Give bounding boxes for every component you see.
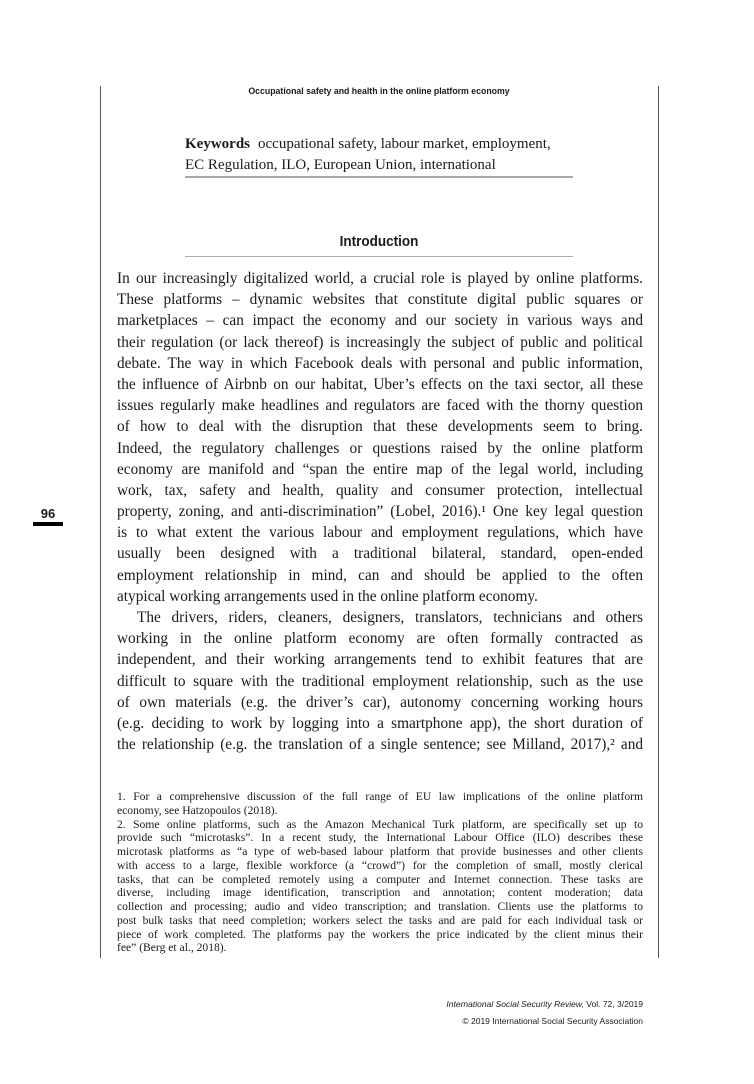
text-line: their regulation (or lack thereof) is increasingly the subject of public and political — [117, 333, 643, 351]
running-head: Occupational safety and health in the online platform economy — [248, 86, 510, 97]
text-line: issues regularly make headlines and regulators are faced with the thorny question — [117, 397, 643, 415]
footnote-line: economy, see Hatzopoulos (2018). — [117, 803, 278, 817]
footnote-line: diverse, including image identification, transcription and annotation; content moderation; data — [117, 886, 643, 900]
text-line: is to what extent the various labour and employment regulations, which have — [117, 524, 643, 542]
text-line: marketplaces – can impact the economy and our society in various ways and — [117, 312, 643, 330]
text-line: independent, and their working arrangements tend to exhibit features that are — [117, 651, 643, 669]
footer-journal: International Social Security Review, — [446, 999, 584, 1009]
text-line: work, tax, safety and health, quality and consumer protection, intellectual — [117, 481, 643, 499]
keywords-rule — [185, 176, 573, 178]
left-margin-rule — [100, 86, 101, 958]
text-line: (e.g. deciding to work by logging into a smartphone app), the short duration of — [117, 714, 643, 732]
text-line: Indeed, the regulatory challenges or questions raised by the online platform — [117, 439, 643, 457]
footnote-line: post bulk tasks that need completion; workers select the tasks and are paid for each individual task or — [117, 913, 643, 927]
text-line: The drivers, riders, cleaners, designers, translators, technicians and others — [137, 609, 643, 626]
footnote-line: with access to a large, flexible workforce (a “crowd”) for the completion of small, mostly clerical — [117, 858, 643, 872]
footnote-line: fee” (Berg et al., 2018). — [117, 941, 227, 955]
text-line: usually been designed with a traditional bilateral, standard, open-ended — [117, 545, 643, 563]
text-line: the influence of Airbnb on our habitat, Uber’s effects on the taxi sector, all these — [117, 375, 643, 393]
text-line: of how to deal with the disruption that these developments seem to bring. — [117, 418, 643, 436]
text-line: In our increasingly digitalized world, a crucial role is played by online platforms. — [117, 270, 643, 287]
keywords-line-1: occupational safety, labour market, employment, — [258, 136, 551, 152]
text-line: atypical working arrangements used in the online platform economy. — [117, 587, 538, 605]
text-line: of own materials (e.g. the driver’s car), autonomy concerning working hours — [117, 693, 643, 711]
text-line: employment relationship in mind, can and should be applied to the often — [117, 566, 643, 584]
text-line: difficult to square with the traditional employment relationship, such as the use — [117, 672, 643, 690]
footnote-line: piece of work completed. The platforms pay the workers the price indicated by the client minus their — [117, 927, 643, 941]
footnote-line: microtask platforms as “a type of web-based labour platform that provide businesses and other clients — [117, 845, 643, 858]
footnote-line: tasks, that can be completed remotely using a computer and Internet connection. These tasks are — [117, 872, 643, 886]
footer-volume: Vol. 72, 3/2019 — [583, 999, 643, 1009]
keywords-line-2: EC Regulation, ILO, European Union, international — [185, 157, 496, 173]
text-line: economy are manifold and “span the entire map of the legal world, including — [117, 460, 643, 478]
keywords-label: Keywords — [185, 136, 250, 152]
text-line: working in the online platform economy are often formally contracted as — [117, 630, 643, 648]
text-line: debate. The way in which Facebook deals with personal and public information, — [117, 354, 643, 372]
right-margin-rule — [658, 86, 659, 958]
text-line: the relationship (e.g. the translation of a single sentence; see Milland, 2017),² and — [117, 736, 643, 754]
text-line: property, zoning, and anti-discrimination” (Lobel, 2016).¹ One key legal question — [117, 503, 643, 521]
footnote-line: 2. Some online platforms, such as the Amazon Mechanical Turk platform, are specifically set up to — [117, 817, 643, 831]
footnote-line: provide such “microtasks”. In a recent study, the International Labour Office (ILO) describes these — [117, 831, 643, 845]
page-number-bar — [33, 522, 63, 526]
footnotes — [117, 790, 643, 955]
footnote-line: collection and processing; audio and video transcription; and translation. Clients use the platforms to — [117, 900, 643, 913]
page-number: 96 — [40, 506, 56, 521]
keywords-block — [185, 134, 573, 176]
page-footer — [446, 996, 643, 1030]
text-line: These platforms – dynamic websites that constitute digital public squares or — [117, 291, 643, 309]
body-text — [117, 268, 643, 755]
heading-rule — [185, 256, 573, 257]
footnote-line: 1. For a comprehensive discussion of the full range of EU law implications of the online platform — [117, 790, 643, 803]
footer-copyright: © 2019 International Social Security Association — [462, 1016, 643, 1026]
section-heading: Introduction — [339, 233, 419, 250]
